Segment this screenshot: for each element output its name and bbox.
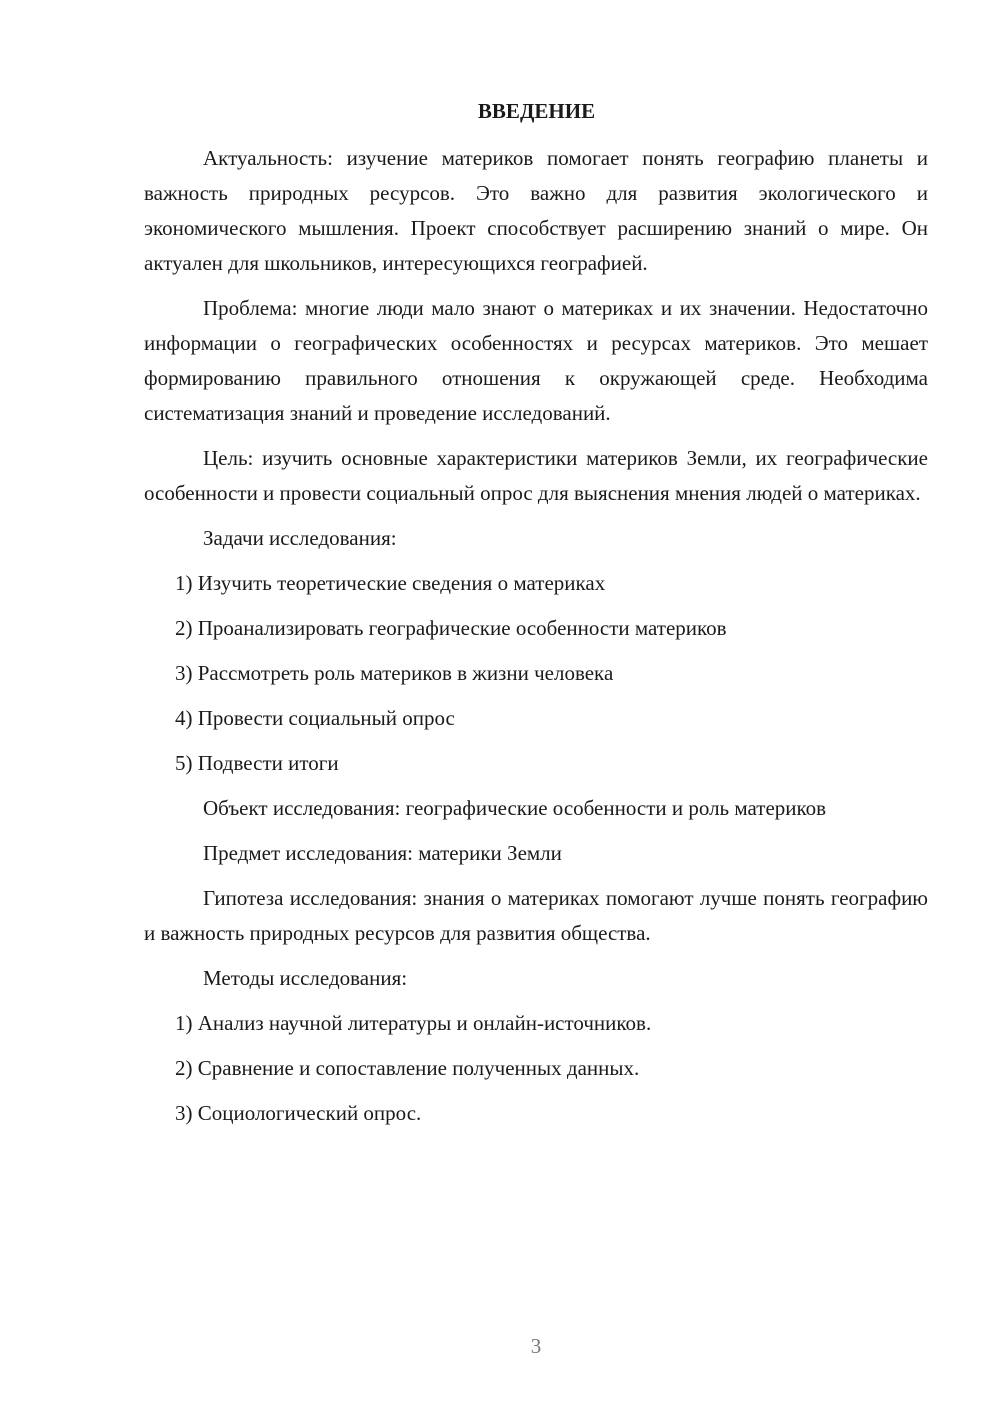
page-number: 3 xyxy=(530,1334,542,1358)
list-item: 5) Подвести итоги xyxy=(175,751,339,775)
goal-paragraph: Цель: изучить основные характеристики материков Земли, их географические особенности и провести социальный опрос для выяснения мнения людей о материках. xyxy=(144,446,928,505)
list-item: 3) Социологический опрос. xyxy=(175,1101,422,1125)
list-item: 2) Сравнение и сопоставление полученных данных. xyxy=(175,1056,640,1080)
list-item: 3) Рассмотреть роль материков в жизни человека xyxy=(175,661,614,685)
methods-label: Методы исследования: xyxy=(203,966,408,990)
hypothesis-paragraph: Гипотеза исследования: знания о материках помогают лучше понять географию и важность природных ресурсов для развития общества. xyxy=(144,886,928,945)
list-item: 4) Провести социальный опрос xyxy=(175,706,455,730)
tasks-list xyxy=(144,566,928,781)
subject-paragraph: Предмет исследования: материки Земли xyxy=(203,841,562,865)
list-item: 1) Изучить теоретические сведения о материках xyxy=(175,571,606,595)
page-title: ВВЕДЕНИЕ xyxy=(477,99,596,123)
methods-list xyxy=(144,1006,928,1131)
object-paragraph: Объект исследования: географические особенности и роль материков xyxy=(203,796,827,820)
relevance-paragraph: Актуальность: изучение материков помогает понять географию планеты и важность природных ресурсов. Это важно для развития экологического и экономического мышления. Проект способствует расширению знаний о мире. Он актуален для школьников, интересующихся географией. xyxy=(144,146,928,275)
problem-paragraph: Проблема: многие люди мало знают о материках и их значении. Недостаточно информации о географических особенностях и ресурсах материков. Это мешает формированию правильного отношения к окружающей среде. Необходима систематизация знаний и проведение исследований. xyxy=(144,296,928,425)
list-item: 1) Анализ научной литературы и онлайн-источников. xyxy=(175,1011,652,1035)
document-page xyxy=(144,94,928,1141)
list-item: 2) Проанализировать географические особенности материков xyxy=(175,616,727,640)
tasks-label: Задачи исследования: xyxy=(203,526,397,550)
